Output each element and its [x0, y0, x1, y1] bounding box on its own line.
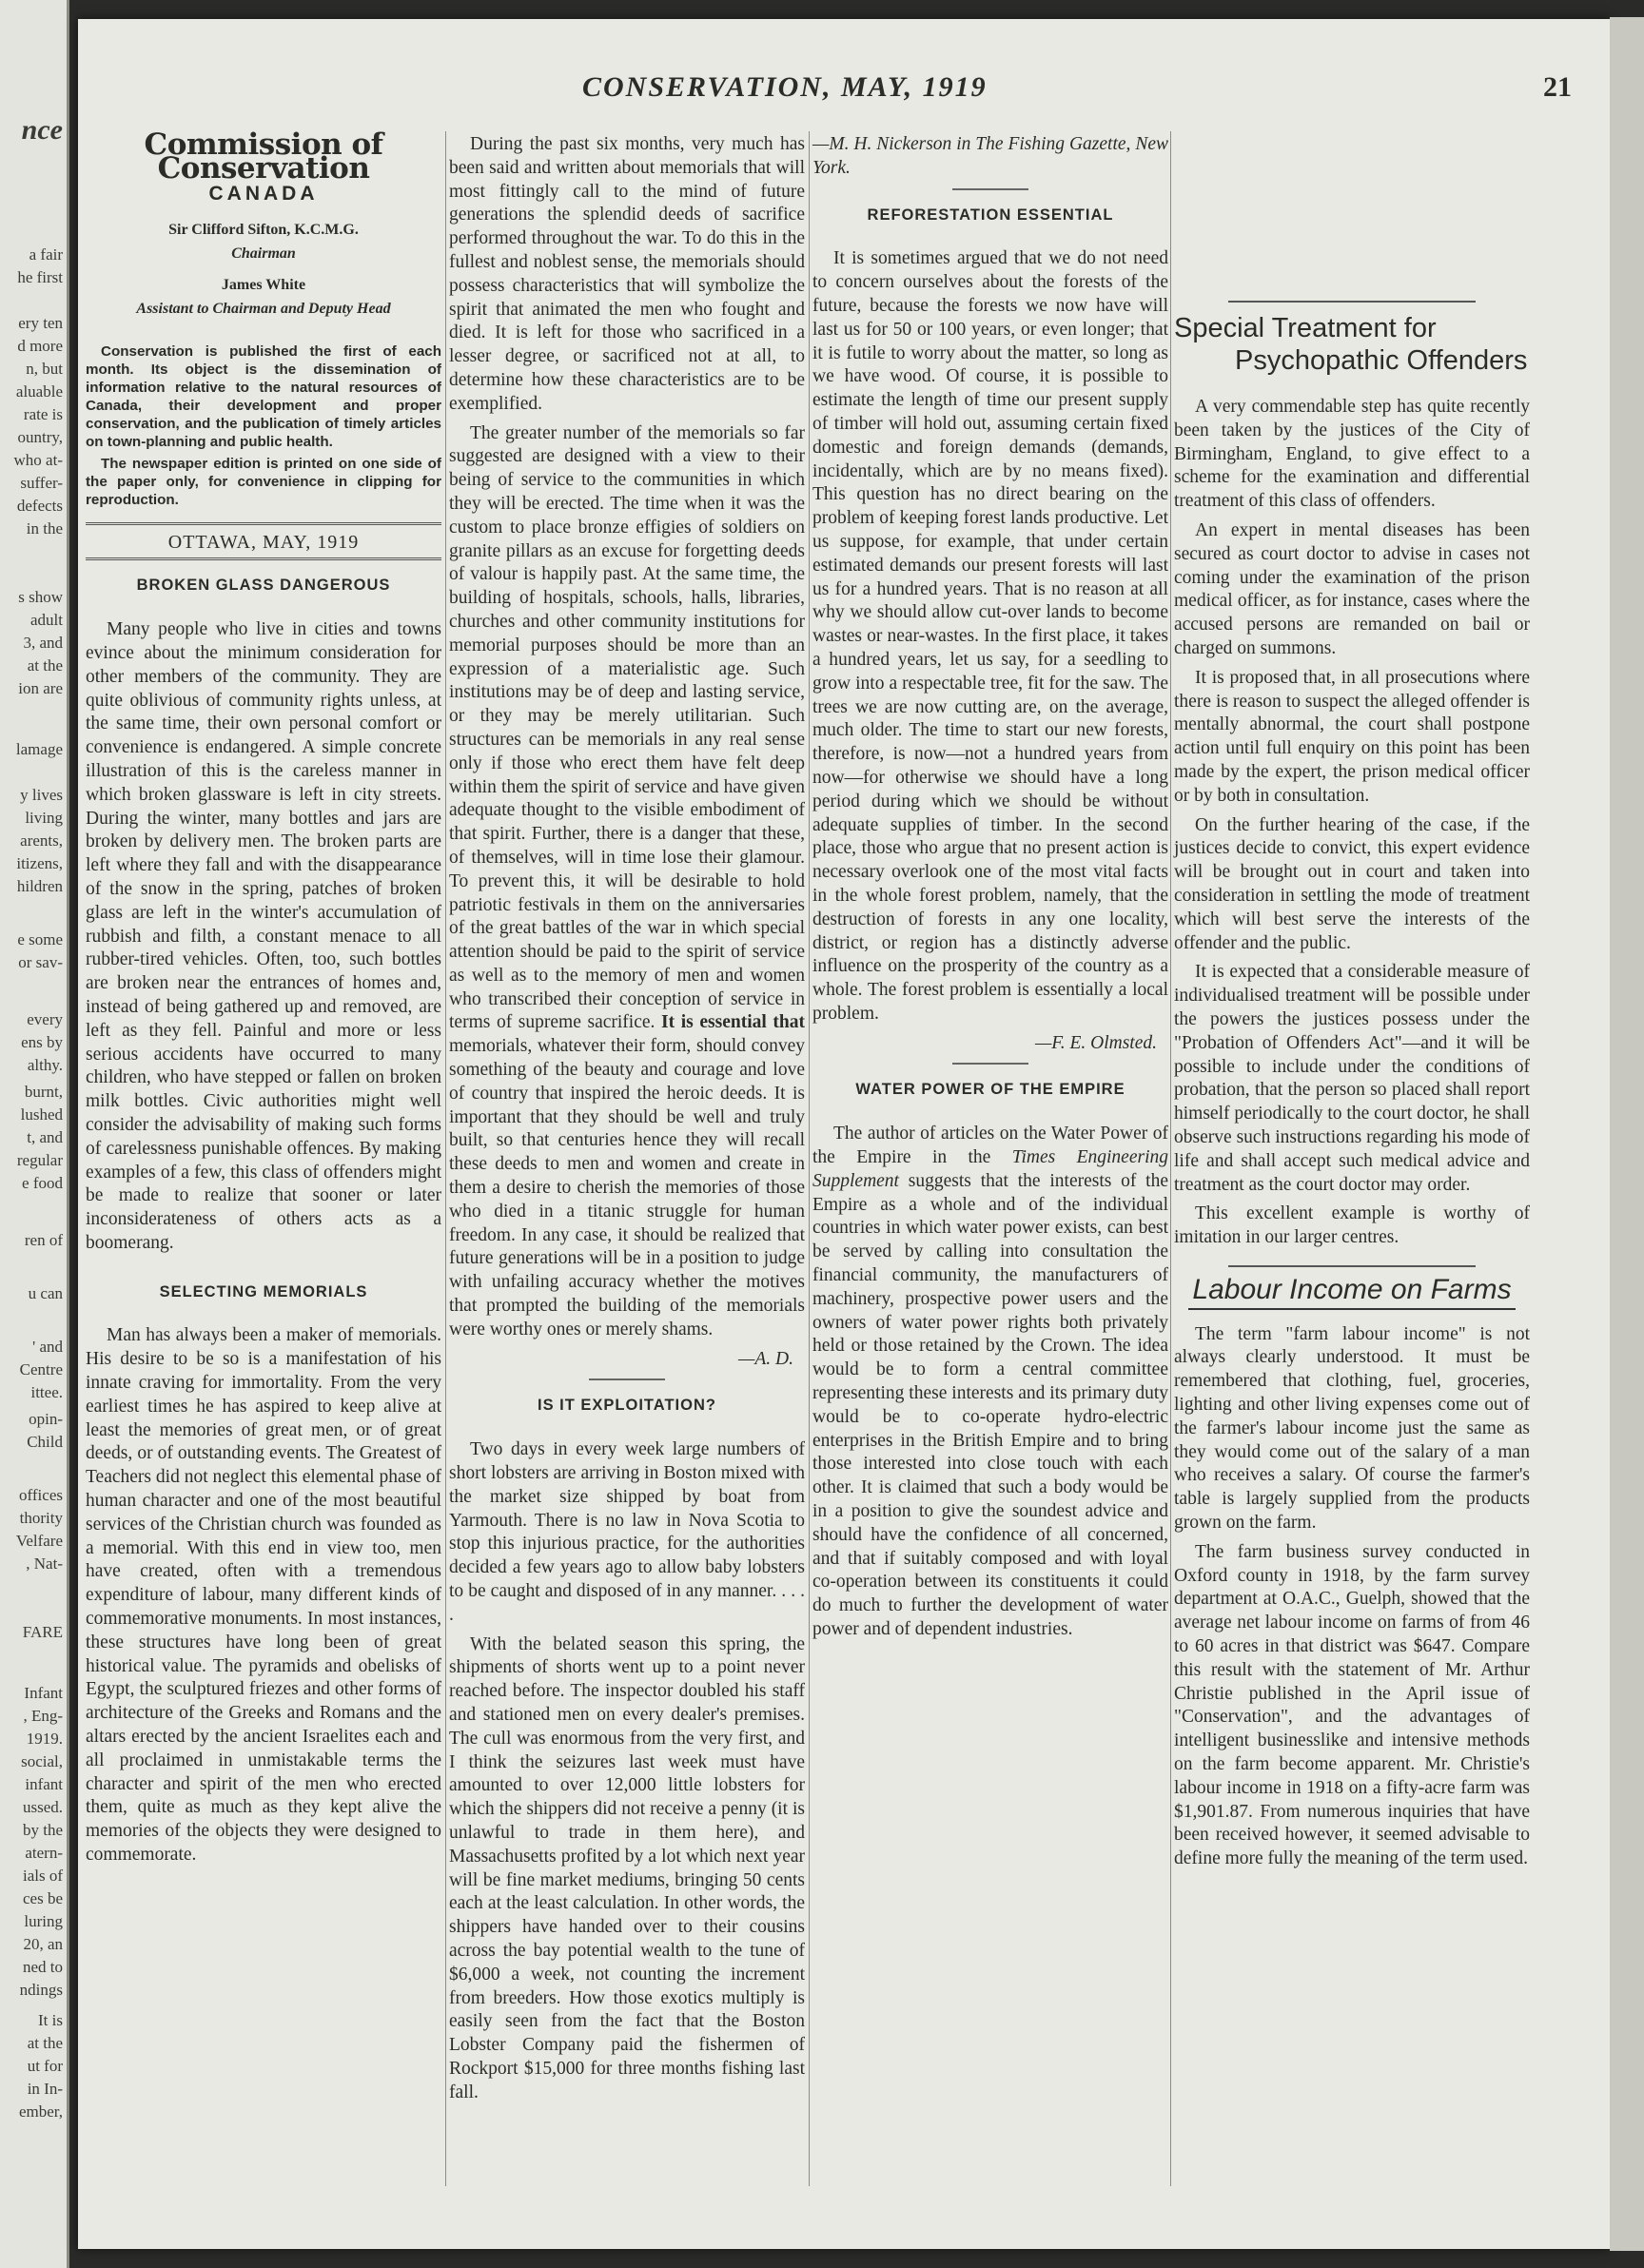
- previous-page-fragment: nce: [21, 114, 63, 146]
- feature-heading-text: Labour Income on Farms: [1188, 1274, 1515, 1310]
- previous-page-fragment: aluable: [15, 382, 63, 401]
- chairman-name: Sir Clifford Sifton, K.C.M.G.: [168, 222, 359, 239]
- previous-page-fragment: offices: [19, 1486, 63, 1504]
- column-1: [86, 127, 441, 1873]
- previous-page-fragment: or sav-: [18, 953, 63, 971]
- previous-page-fragment: d more: [17, 337, 63, 355]
- previous-page-fragment: Child: [27, 1433, 63, 1451]
- column-3: [812, 133, 1168, 1648]
- previous-page-fragment: Velfare: [15, 1532, 63, 1550]
- previous-page-fragment: suffer-: [20, 474, 63, 492]
- section-rule: [952, 1063, 1028, 1065]
- article-paragraph: This excellent example is worthy of imitation in our larger centres.: [1174, 1203, 1530, 1248]
- previous-page-fragment: hildren: [16, 877, 63, 895]
- dateline: OTTAWA, MAY, 1919: [86, 522, 441, 561]
- previous-page-fragment: luring: [24, 1912, 63, 1930]
- previous-page-fragment: ndings: [19, 1981, 63, 1999]
- previous-page-fragment: a fair: [29, 245, 63, 264]
- paragraph-text: The author of articles on the Water Power of the Empire in the: [812, 1124, 1168, 1168]
- previous-page-fragment: althy.: [27, 1056, 63, 1074]
- page-edge: [1610, 17, 1644, 2251]
- previous-page-fragment: every: [27, 1010, 63, 1028]
- feature-heading: [1174, 1273, 1530, 1305]
- previous-page-fragment: living: [25, 809, 63, 827]
- section-rule: [1228, 301, 1476, 303]
- paragraph-text: The greater number of the memorials so far suggested are designed with a view to their being of service to the communities in which they will be erected. The time when it was the custom to place bronze effigies of soldiers on granite pillars as an excuse for forgetting deeds of valour is happily past. At the same time, the building of hospitals, schools, halls, libraries, churches and other community institutions for memorial purposes should be more than an expression of a materialistic age. Such institutions may be of deep and lasting service, or they may be merely utilitarian. Such structures can be memorials in any real sense only if those who erect them have felt deep within them the spirit of service and have given adequate thought to the visible embodiment of that spirit. Further, there is a danger that these, of themselves, will in time lose their glamour. To prevent this, it will be desirable to hold patriotic festivals in them on the anniversaries of the great battles of the war in which special attention should be paid to the spirit of service as well as to the memory of men and women who transcribed their conception of service in terms of supreme sacrifice.: [449, 422, 805, 1033]
- previous-page-fragment: ren of: [24, 1231, 63, 1249]
- previous-page-fragment: ussed.: [22, 1798, 63, 1816]
- previous-page-fragment: lamage: [15, 740, 63, 758]
- previous-page-fragment: social,: [21, 1752, 63, 1770]
- previous-page-fragment: ut for: [27, 2057, 63, 2075]
- article-heading: WATER POWER OF THE EMPIRE: [855, 1081, 1125, 1099]
- article-paragraph: A very commendable step has quite recently been taken by the justices of the City of Birmingham, England, to give effect to a scheme for the examination and differential treatment of this class of offenders.: [1174, 397, 1530, 512]
- previous-page-fragment: atern-: [25, 1844, 63, 1862]
- notice-paragraph: Conservation is published the first of each month. Its object is the dissemination of information relative to the natural resources of Canada, their development and proper conservation, and the publication of timely articles on town-planning and public health.: [86, 342, 441, 450]
- previous-page-fragment: thority: [19, 1509, 63, 1527]
- previous-page-fragment: ' and: [32, 1338, 63, 1356]
- article-paragraph: Many people who live in cities and towns evince about the minimum consideration for other members of the community. They are quite oblivious of community rights unless, at the same time, their own personal comfort or convenience is endangered. A simple concrete illustration of this is the careless manner in which broken glassware is left in city streets. During the winter, many bottles and jars are broken by delivery men. The broken parts are left where they fall and with the disappearance of the snow in the spring, patches of broken glass are left in the winter's accumulation of rubbish and filth, a constant menace to all rubber-tired vehicles. Often, too, such bottles are broken near the entrances of homes and, instead of being gathered up and removed, are left as they fell. Painful and more or less serious accidents have occurred to many children, who have stepped or fallen on broken milk bottles. Civic authorities might well consider the advisability of making such forms of carelessness punishable offences. By making examples of a few, this class of offenders might be made to realize that sooner or later inconsiderateness of others acts as a boomerang.: [86, 619, 441, 1253]
- previous-page-fragment: FARE: [22, 1623, 63, 1641]
- notice-paragraph: The newspaper edition is printed on one side of the paper only, for convenience in clipping for reproduction.: [86, 455, 441, 508]
- feature-heading: [1174, 312, 1530, 377]
- article-source: —M. H. Nickerson in The Fishing Gazette, New York.: [812, 134, 1168, 178]
- feature-heading-line: Special Treatment for: [1174, 313, 1437, 343]
- previous-page-fragment: defects: [16, 497, 63, 515]
- previous-page-fragment: ens by: [21, 1033, 63, 1051]
- previous-page-fragment: y lives: [20, 786, 63, 804]
- previous-page-fragment: ion are: [18, 679, 63, 697]
- masthead: [86, 127, 441, 322]
- article-paragraph: It is expected that a considerable measure of individualised treatment will be possible under the powers the justices possess under the "Probation of Offenders Act"—and it will be possible to include under the conditions of probation, that the person so placed shall report himself periodically to the court doctor, he shall observe such instructions regarding his mode of life and shall accept such medical advice and treatment as the court doctor may order.: [1174, 962, 1530, 1195]
- paragraph-text: memorials, whatever their form, should convey something of the beauty and courage and love of country that inspired the heroic deeds. It is important that they should be well and truly built, so that centuries hence they will recall these deeds to men and women and create in them a desire to cherish the memories of those who died in a titanic struggle for human freedom. In any case, it should be realized that future generations will be in a position to judge with unfailing accuracy whether the motives that prompted the building of the memorials were worthy ones or merely shams.: [449, 1036, 805, 1339]
- previous-page-fragment: s show: [18, 588, 63, 606]
- previous-page-fragment: Centre: [19, 1360, 63, 1378]
- article-signature: —A. D.: [738, 1348, 793, 1369]
- previous-page-fragment: ountry,: [17, 428, 63, 446]
- column-4: [1174, 133, 1530, 1877]
- article-heading: BROKEN GLASS DANGEROUS: [136, 577, 391, 595]
- previous-page-fragment: ces be: [22, 1889, 63, 1907]
- article-paragraph: The farm business survey conducted in Oxford county in 1918, by the farm survey department at O.A.C., Guelph, showed that the average net labour income on farms of from 46 to 60 acres in that district was $647. Compare this result with the statement of Mr. Arthur Christie published in the April issue of "Conservation", and the advantages of intelligent businesslike and intensive methods on the farm become apparent. Mr. Christie's labour income in 1918 on a fifty-acre farm was $1,901.87. From numerous inquiries that have been received however, it seemed advisable to define more fully the meaning of the term used.: [1174, 1541, 1530, 1869]
- previous-page-fragment: who at-: [13, 451, 63, 469]
- previous-page-fragment: itizens,: [16, 854, 63, 872]
- column-2: [449, 133, 805, 2111]
- previous-page-fragment: ittee.: [30, 1383, 63, 1401]
- article-paragraph: On the further hearing of the case, if the justices decide to convict, this expert evidence will be brought out in court and taken into consideration in settling the mode of treatment which will best serve the interests of the offender and the public.: [1174, 814, 1530, 953]
- previous-page-fragment: 3, and: [23, 634, 63, 652]
- previous-page-fragment: rate is: [23, 405, 63, 423]
- column-divider: [445, 131, 446, 2186]
- previous-page-fragment: he first: [17, 268, 63, 286]
- previous-page-fragment: lushed: [20, 1105, 63, 1124]
- assistant-name: James White: [221, 276, 306, 293]
- section-rule: [952, 188, 1028, 190]
- previous-page-fragment: u can: [28, 1284, 63, 1302]
- previous-page-fragment: n, but: [26, 360, 63, 378]
- feature-heading-line: Psychopathic Offenders: [1235, 345, 1528, 376]
- section-rule: [1228, 1265, 1476, 1267]
- article-paragraph: During the past six months, very much has been said and written about memorials that will most fittingly call to the mind of future generations the splendid deeds of sacrifice performed throughout the war. To do this in the fullest and noblest sense, the memorials should possess characteristics that will symbolize the spirit that animated the men who fought and died. It is left for those who sacrificed in a lesser degree, or sacrificed not at all, to determine how these characteristics are to be exemplified.: [449, 134, 805, 414]
- previous-page-fragment: by the: [22, 1821, 63, 1839]
- page-number: 21: [1543, 71, 1572, 103]
- publication-name: Times Engineering Supplement: [812, 1147, 1168, 1191]
- previous-page-fragment: in the: [26, 519, 63, 538]
- previous-page-fragment: It is: [38, 2011, 63, 2029]
- previous-page-fragment: at the: [27, 2034, 63, 2052]
- article-paragraph: [812, 1123, 1168, 1642]
- article-paragraph: The term "farm labour income" is not always clearly understood. It must be remembered that clothing, fuel, groceries, lighting and other living expenses come out of the farmer's labour income just the same as they would come out of the salary of a man who receives a salary. Of course the farmer's table is largely supplied from the products grown on the farm.: [1174, 1323, 1530, 1534]
- newspaper-page: [78, 19, 1610, 2249]
- article-heading: IS IT EXPLOITATION?: [538, 1397, 716, 1415]
- previous-page-fragment: ember,: [18, 2102, 63, 2121]
- previous-page-fragment: t, and: [27, 1128, 63, 1146]
- previous-page-fragment: infant: [25, 1775, 63, 1793]
- previous-page-fragment: at the: [27, 656, 63, 675]
- masthead-country: CANADA: [208, 182, 319, 205]
- section-rule: [589, 1378, 665, 1380]
- previous-page-fragment: regular: [16, 1151, 63, 1169]
- article-paragraph: Two days in every week large numbers of short lobsters are arriving in Boston mixed with the market size shipped by boat from Yarmouth. There is no law in Nova Scotia to stop this injurious practice, for the authorities decided a few years ago to allow baby lobsters to be caught and disposed of in any manner. . . . .: [449, 1439, 805, 1625]
- article-paragraph: With the belated season this spring, the shipments of shorts went up to a point never reached before. The inspector doubled his staff and stationed men on every dealer's premises. The cull was enormous from the very first, and I think the seizures last week must have amounted to over 12,000 little lobsters for which the shippers did not receive a penny (it is unlawful to trade in them here), and Massachusetts profited by a lot which next year will be fine market mediums, bringing 50 cents each at the least calculation. In other words, the shippers have handed over to their cousins across the bay potential wealth to the tune of $6,000 a week, not counting the increment from breeders. How those exotics multiply is easily seen from the fact that the Boston Lobster Company paid the fishermen of Rockport $15,000 for three months fishing last fall.: [449, 1633, 805, 2102]
- previous-page-fragment: , Eng-: [23, 1707, 63, 1725]
- column-divider: [1170, 131, 1171, 2186]
- previous-page-fragment: arents,: [20, 831, 63, 850]
- previous-page-fragment: opin-: [29, 1410, 63, 1428]
- assistant-title: Assistant to Chairman and Deputy Head: [136, 300, 391, 317]
- previous-page-fragment: 1919.: [26, 1730, 63, 1748]
- article-heading: REFORESTATION ESSENTIAL: [867, 205, 1114, 224]
- paragraph-text: suggests that the interests of the Empire as a whole and of the individual countries in which water power exists, can best be served by calling into consultation the financial community, the manufacturers of machinery, prospective power users and the owners of water power rights both privately held or those retained by the Crown. The idea would be to form a central committee representing these interests and its primary duty would be to co-operate hydro-electric enterprises in the British Empire and to bring those interested into close touch with each other. It is claimed that such a body would be in a position to give the soundest advice and should have the confidence of all concerned, and that if suitably composed and with loyal co-operation between its constituents it could do much to further the development of water power and of dependent industries.: [812, 1170, 1169, 1640]
- masthead-org: Commission of Conservation: [144, 127, 383, 186]
- column-divider: [809, 131, 810, 2186]
- previous-page-edge: [0, 0, 69, 2268]
- previous-page-fragment: ials of: [22, 1867, 63, 1885]
- article-paragraph: It is proposed that, in all prosecutions where there is reason to suspect the alleged offender is mentally abnormal, the court shall postpone action until full enquiry on this point has been made by the expert, the prison medical officer or by both in consultation.: [1174, 667, 1530, 806]
- previous-page-fragment: e food: [22, 1174, 63, 1192]
- previous-page-fragment: e some: [17, 930, 63, 948]
- bold-text: It is essential that: [661, 1012, 805, 1033]
- previous-page-fragment: burnt,: [24, 1083, 63, 1101]
- chairman-title: Chairman: [231, 245, 296, 263]
- previous-page-fragment: 20, an: [23, 1935, 63, 1953]
- previous-page-fragment: Infant: [24, 1684, 63, 1702]
- article-paragraph: It is sometimes argued that we do not need to concern ourselves about the forests of the future, because the forests we now have will last us for 50 or 100 years, or even longer; that it is futile to worry about the matter, so long as we have wood. Of course, it is possible to estimate the length of time our present supply of timber will hold out, assuming certain fixed domestic and foreign demands (demands, incidentally, which are by no means fixed). This question has no direct bearing on the problem of keeping forest lands productive. Let us suppose, for example, that under certain estimated demands our present forests will last us for a hundred years. That is no reason at all why we should allow cut-over lands to become wastes or near-wastes. In the first place, it takes a hundred years, let us say, for a seedling to grow into a respectable tree, fit for the saw. The trees we are now cutting are, on the average, much older. The time to start our new forests, therefore, is now—not a hundred years from now—for otherwise we should have a long period during which we should be without adequate supplies of timber. In the second place, those who argue that no present action is necessary overlook one of the most vital facts in the whole forest problem, namely, that the destruction of forests in any one locality, district, or region has a distinctly adverse influence on the prosperity of the country as a whole. The forest problem is essentially a local problem.: [812, 248, 1168, 1024]
- article-paragraph: [449, 422, 805, 1342]
- article-paragraph: An expert in mental diseases has been secured as court doctor to advise in cases not coming under the examination of the prison medical officer, as for instance, cases where the accused persons are remanded on bail or charged on summons.: [1174, 519, 1530, 658]
- previous-page-fragment: ned to: [22, 1958, 63, 1976]
- article-heading: SELECTING MEMORIALS: [159, 1282, 368, 1300]
- running-title: CONSERVATION, MAY, 1919: [582, 71, 988, 103]
- article-paragraph: Man has always been a maker of memorials. His desire to be so is a manifestation of his innate craving for immortality. From the very earliest times he has aspired to keep alive at least the memories of great men, or of great deeds, or of outstanding events. The Greatest of Teachers did not neglect this elemental phase of human character and one of the most beautiful services of the Christian church was founded as a memorial. With this end in view too, men have created, often with a tremendous expenditure of labour, many different kinds of commemorative monuments. In most instances, these structures have long been of great historical value. The pyramids and obelisks of Egypt, the sculptured friezes and other forms of architecture of the Greeks and Romans and the altars erected by the ancient Israelites each and all proclaimed in unmistakable terms the character and spirit of the men who erected them, quite as much as they kept alive the memories of the objects they were designed to commemorate.: [86, 1325, 441, 1866]
- previous-page-fragment: , Nat-: [26, 1554, 63, 1573]
- previous-page-fragment: in In-: [27, 2080, 63, 2098]
- previous-page-fragment: adult: [30, 611, 63, 629]
- previous-page-fragment: ery ten: [18, 314, 63, 332]
- running-header: [78, 71, 1610, 109]
- article-signature: —F. E. Olmsted.: [1034, 1032, 1157, 1053]
- publication-notice: [86, 342, 441, 509]
